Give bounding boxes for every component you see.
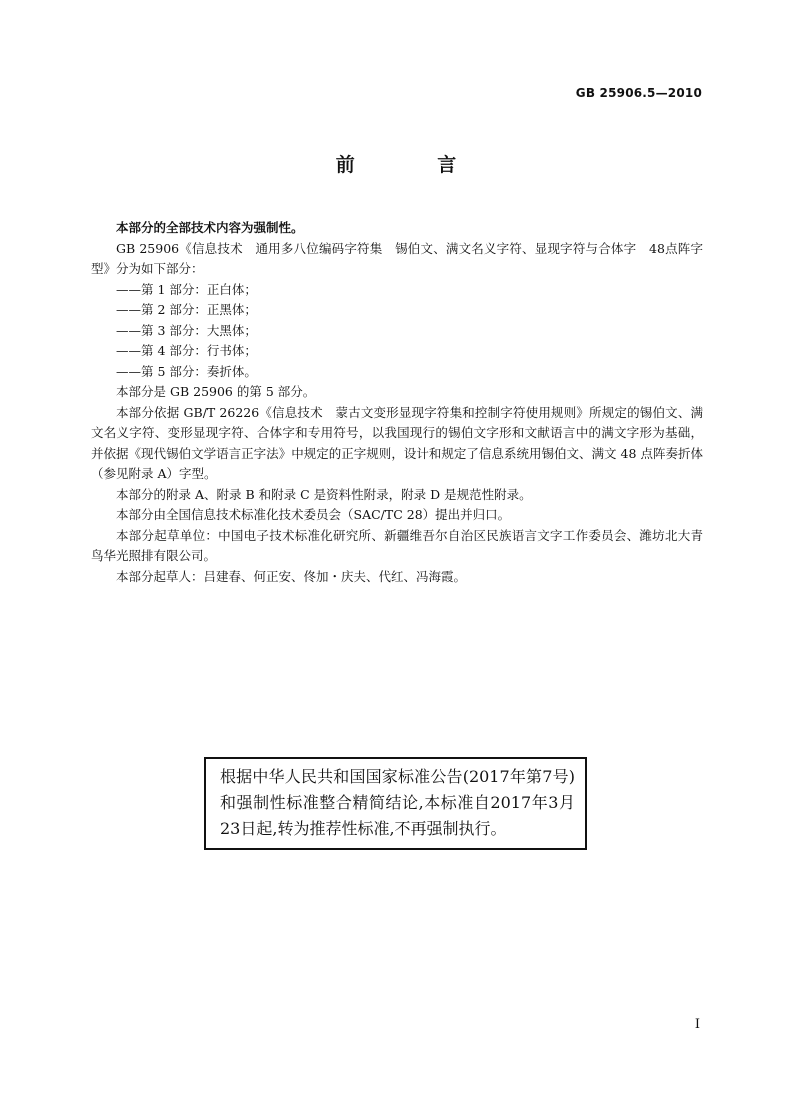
standard-number: GB 25906.5—2010: [575, 86, 702, 100]
page-title: 前 言: [335, 154, 495, 176]
list-item-part-2: ——第 2 部分：正黑体；: [116, 302, 257, 317]
paragraph-basis: 本部分依据 GB/T 26226《信息技术 蒙古文变形显现字符集和控制字符使用规则》所规定的锡伯文、满文名义字符、变形显现字符、合体字和专用符号，以我国现行的锡伯文字形和文献语言中的满文字形为基础，并依据《现代锡伯文学语言正字法》中规定的正字规则，设计和规定了信息系统用锡伯文、满文 48 点阵奏折体（参见附录 A）字型。: [91, 404, 703, 481]
status-notice-box: 根据中华人民共和国国家标准公告(2017年第7号)和强制性标准整合精简结论,本标准自2017年3月23日起,转为推荐性标准,不再强制执行。: [204, 757, 587, 850]
list-item-part-5: ——第 5 部分：奏折体。: [116, 363, 257, 379]
mandatory-statement: 本部分的全部技术内容为强制性。: [116, 220, 304, 235]
paragraph-structure: GB 25906《信息技术 通用多八位编码字符集 锡伯文、满文名义字符、显现字符与合体字 48点阵字型》分为如下部分：: [91, 240, 703, 276]
paragraph-drafters: 本部分起草人：吕建春、何正安、佟加・庆夫、代红、冯海霞。: [116, 568, 467, 584]
paragraph-drafting-units: 本部分起草单位：中国电子技术标准化研究所、新疆维吾尔自治区民族语言文字工作委员会、潍坊北大青鸟华光照排有限公司。: [91, 527, 703, 563]
paragraph-annexes: 本部分的附录 A、附录 B 和附录 C 是资料性附录，附录 D 是规范性附录。: [116, 486, 532, 502]
list-item-part-3: ——第 3 部分：大黑体；: [116, 322, 257, 338]
list-item-part-4: ——第 4 部分：行书体；: [116, 343, 257, 358]
list-item-part-1: ——第 1 部分：正白体；: [116, 281, 257, 297]
page-number: I: [694, 1017, 700, 1032]
foreword-body: [91, 218, 703, 587]
paragraph-part-statement: 本部分是 GB 25906 的第 5 部分。: [116, 384, 316, 399]
paragraph-proposer: 本部分由全国信息技术标准化技术委员会（SAC/TC 28）提出并归口。: [116, 507, 511, 522]
